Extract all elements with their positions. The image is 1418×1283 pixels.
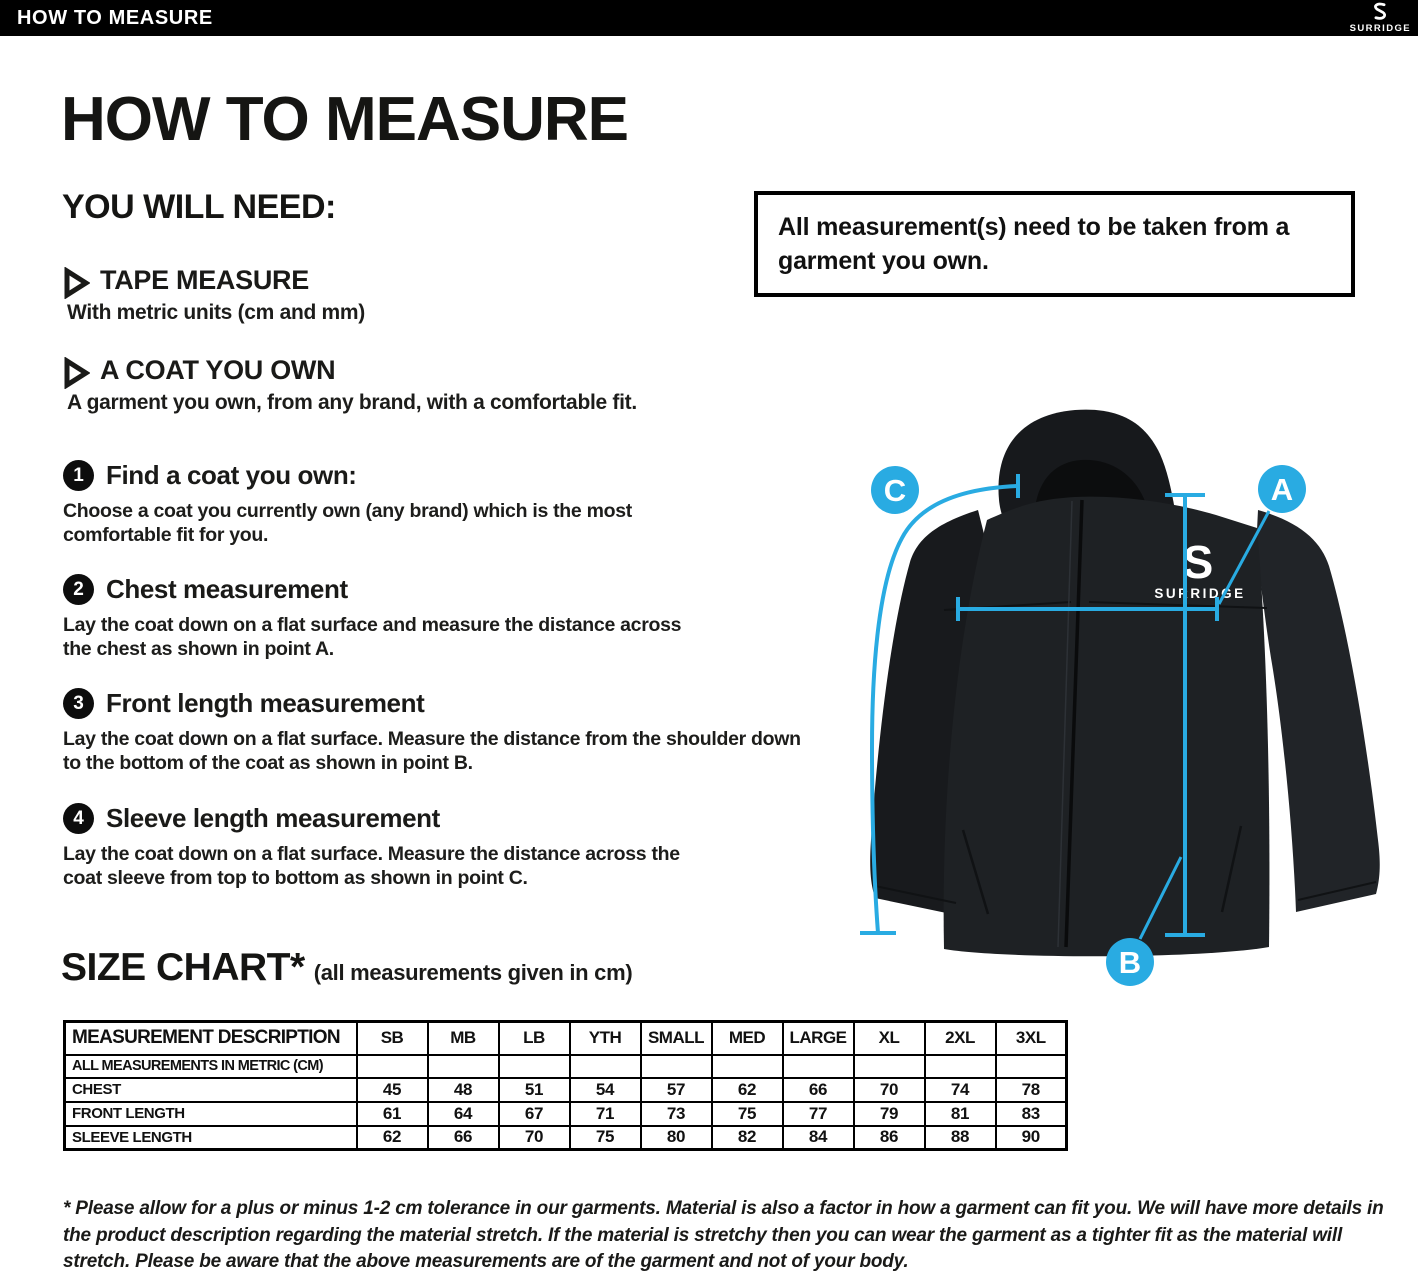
need-item-tape-measure: TAPE MEASURE: [100, 265, 309, 295]
step-number-badge: 2: [63, 574, 94, 605]
need-item-coat-desc: A garment you own, from any brand, with a comfortable fit.: [67, 391, 637, 414]
col-header: XL: [854, 1022, 925, 1055]
step-body: Lay the coat down on a flat surface. Measure the distance across the coat sleeve from top to bottom as shown in point C.: [63, 843, 680, 889]
label-circle-b: [1106, 938, 1154, 986]
cell: 79: [854, 1102, 925, 1126]
measurement-diagram: [820, 398, 1418, 1010]
cell: 67: [499, 1102, 570, 1126]
cell: 57: [641, 1078, 712, 1102]
step-2: [63, 574, 703, 662]
col-header: MEASUREMENT DESCRIPTION: [65, 1022, 357, 1055]
topbar-title: HOW TO MEASURE: [17, 6, 213, 29]
step-4: [63, 803, 723, 891]
cell: 78: [996, 1078, 1067, 1102]
step-number-badge: 4: [63, 803, 94, 834]
cell: 66: [783, 1078, 854, 1102]
cell: 82: [712, 1126, 783, 1150]
size-chart-table: [63, 1020, 1068, 1151]
step-body: Lay the coat down on a flat surface and measure the distance across the chest as shown in point A.: [63, 614, 682, 660]
jacket-graphic: [820, 398, 1418, 1010]
jacket-brand-text: SURRIDGE: [1154, 586, 1246, 601]
col-header: YTH: [570, 1022, 641, 1055]
table-header-row: [65, 1022, 1067, 1055]
cell: 88: [925, 1126, 996, 1150]
triangle-bullet-icon: [63, 267, 90, 299]
label-c: C: [883, 473, 907, 508]
triangle-bullet-icon: [63, 357, 90, 389]
step-body: Choose a coat you currently own (any brand) which is the most comfortable fit for you.: [63, 500, 632, 546]
cell: 74: [925, 1078, 996, 1102]
cell: 77: [783, 1102, 854, 1126]
col-header: SMALL: [641, 1022, 712, 1055]
cell: 84: [783, 1126, 854, 1150]
cell: 81: [925, 1102, 996, 1126]
step-number-badge: 1: [63, 460, 94, 491]
jacket-brand-glyph: S: [1182, 536, 1214, 588]
label-a: A: [1270, 472, 1294, 507]
cell: 75: [570, 1126, 641, 1150]
cell: 62: [712, 1078, 783, 1102]
tolerance-footnote: * Please allow for a plus or minus 1-2 cm tolerance in our garments. Material is also a factor in how a garment can fit you. We will have more details in the product description regarding the material stretch. If the material is stretchy then you can wear the garment as a tighter fit as the material will stretch. Please be aware that the above measurements are of the garment and not of your body.: [63, 1198, 1384, 1273]
step-number-badge: 3: [63, 688, 94, 719]
callout-box: All measurement(s) need to be taken from a garment you own.: [754, 191, 1355, 297]
label-b: B: [1118, 945, 1142, 980]
row-label: FRONT LENGTH: [65, 1102, 357, 1126]
table-row-chest: [65, 1078, 1067, 1102]
step-title: Sleeve length measurement: [106, 803, 440, 833]
cell: 90: [996, 1126, 1067, 1150]
cell: 73: [641, 1102, 712, 1126]
step-title: Chest measurement: [106, 574, 348, 604]
cell: 62: [357, 1126, 428, 1150]
cell: 66: [428, 1126, 499, 1150]
cell: 80: [641, 1126, 712, 1150]
table-row-sleeve-length: [65, 1126, 1067, 1150]
need-item-coat: A COAT YOU OWN: [100, 355, 336, 385]
row-label: SLEEVE LENGTH: [65, 1126, 357, 1150]
cell: 86: [854, 1126, 925, 1150]
table-row-front-length: [65, 1102, 1067, 1126]
cell: 54: [570, 1078, 641, 1102]
size-chart-heading: [61, 946, 632, 990]
surridge-logo-text: SURRIDGE: [1349, 23, 1411, 34]
step-3: [63, 688, 803, 776]
label-circle-a: [1258, 465, 1306, 513]
col-header: SB: [357, 1022, 428, 1055]
step-1: [63, 460, 663, 548]
you-will-need-heading: YOU WILL NEED:: [62, 188, 336, 226]
cell: 70: [854, 1078, 925, 1102]
size-chart-subtitle: (all measurements given in cm): [313, 960, 633, 985]
label-circle-c: [871, 466, 919, 514]
cell: 48: [428, 1078, 499, 1102]
cell: 75: [712, 1102, 783, 1126]
page-title: HOW TO MEASURE: [61, 85, 628, 154]
col-header: LARGE: [783, 1022, 854, 1055]
cell: 83: [996, 1102, 1067, 1126]
col-header: MED: [712, 1022, 783, 1055]
col-header: 3XL: [996, 1022, 1067, 1055]
cell: 45: [357, 1078, 428, 1102]
col-header: LB: [499, 1022, 570, 1055]
table-note-row: [65, 1055, 1067, 1078]
cell: 70: [499, 1126, 570, 1150]
step-body: Lay the coat down on a flat surface. Measure the distance from the shoulder down to the bottom of the coat as shown in point B.: [63, 728, 801, 774]
note-cell: ALL MEASUREMENTS IN METRIC (CM): [65, 1055, 357, 1078]
col-header: MB: [428, 1022, 499, 1055]
top-bar: [0, 0, 1418, 36]
cell: 61: [357, 1102, 428, 1126]
need-item-tape-measure-desc: With metric units (cm and mm): [67, 301, 365, 324]
cell: 51: [499, 1078, 570, 1102]
col-header: 2XL: [925, 1022, 996, 1055]
row-label: CHEST: [65, 1078, 357, 1102]
size-chart-title: SIZE CHART*: [61, 946, 305, 989]
surridge-logo: [1350, 2, 1411, 34]
surridge-logo-icon: [1370, 2, 1390, 24]
step-title: Front length measurement: [106, 688, 425, 718]
cell: 71: [570, 1102, 641, 1126]
step-title: Find a coat you own:: [106, 460, 357, 490]
cell: 64: [428, 1102, 499, 1126]
